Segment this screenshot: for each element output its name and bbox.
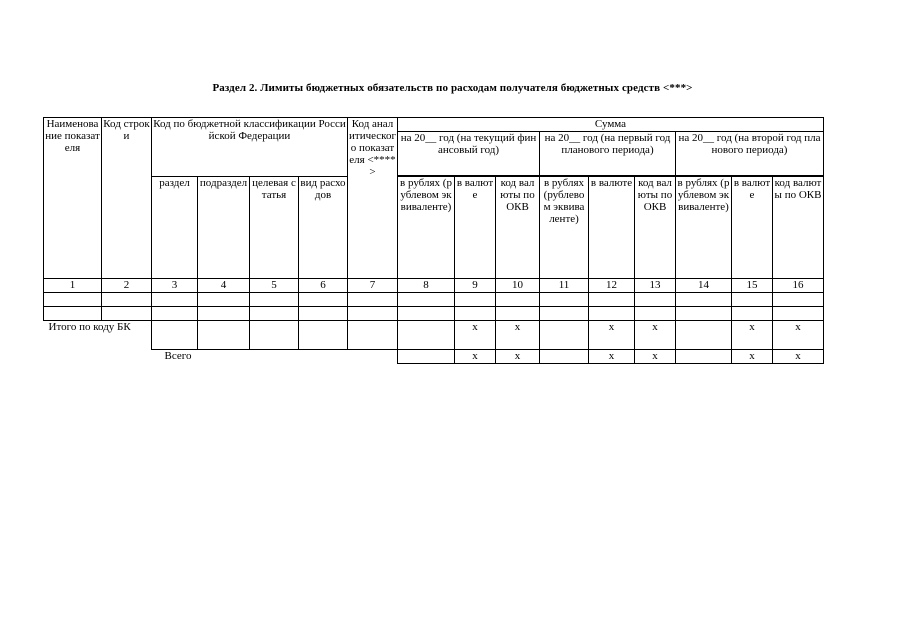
- col-num: 5: [250, 279, 299, 293]
- col-num: 4: [198, 279, 250, 293]
- col-num: 8: [398, 279, 455, 293]
- header-rub-2: в рублях (рублевом эквиваленте): [540, 177, 589, 279]
- table-row: [44, 307, 824, 321]
- header-currency-2: в валюте: [589, 177, 635, 279]
- col-num: 2: [102, 279, 152, 293]
- header-year-second: на 20__ год (на второй год планового периода): [676, 132, 824, 176]
- col-num: 15: [732, 279, 773, 293]
- header-analytic: Код аналитического показателя <****>: [348, 118, 398, 279]
- table-row: [44, 293, 824, 307]
- col-num: 14: [676, 279, 732, 293]
- x-mark: x: [773, 350, 824, 364]
- col-num: 11: [540, 279, 589, 293]
- col-num: 16: [773, 279, 824, 293]
- header-year-first: на 20__ год (на первый год планового периода): [540, 132, 676, 176]
- vsego-row: [44, 350, 824, 364]
- header-rub-1: в рублях (рублевом эквиваленте): [398, 177, 455, 279]
- x-mark: x: [635, 321, 676, 350]
- x-mark: x: [455, 321, 496, 350]
- x-mark: x: [496, 350, 540, 364]
- col-num: 7: [348, 279, 398, 293]
- header-rub-3: в рублях (рублевом эквиваленте): [676, 177, 732, 279]
- column-number-row: [44, 279, 824, 293]
- header-okv-2: код валюты по ОКВ: [635, 177, 676, 279]
- section-title: Раздел 2. Лимиты бюджетных обязательств по расходам получателя бюджетных средств <***>: [212, 82, 693, 94]
- x-mark: x: [455, 350, 496, 364]
- header-currency-3: в валюте: [732, 177, 773, 279]
- itogo-row: [44, 321, 824, 350]
- col-num: 3: [152, 279, 198, 293]
- x-mark: x: [635, 350, 676, 364]
- x-mark: x: [773, 321, 824, 350]
- x-mark: x: [589, 350, 635, 364]
- x-mark: x: [496, 321, 540, 350]
- header-line-code: Код строки: [102, 118, 152, 279]
- header-currency-1: в валюте: [455, 177, 496, 279]
- x-mark: x: [589, 321, 635, 350]
- header-okv-3: код валюты по ОКВ: [773, 177, 824, 279]
- x-mark: x: [732, 321, 773, 350]
- x-mark: x: [732, 350, 773, 364]
- header-expense-type: вид расходов: [299, 177, 348, 279]
- header-okv-1: код валюты по ОКВ: [496, 177, 540, 279]
- itogo-label: Итого по коду БК: [44, 321, 152, 350]
- limits-table: [43, 117, 824, 364]
- vsego-label: Всего: [164, 350, 192, 362]
- header-razdel: раздел: [152, 177, 198, 279]
- header-podrazdel: подраздел: [198, 177, 250, 279]
- header-name: Наименование показателя: [44, 118, 102, 279]
- col-num: 9: [455, 279, 496, 293]
- col-num: 10: [496, 279, 540, 293]
- col-num: 1: [44, 279, 102, 293]
- header-target: целевая статья: [250, 177, 299, 279]
- col-num: 6: [299, 279, 348, 293]
- header-bk-code: Код по бюджетной классификации Российской Федерации: [152, 118, 348, 177]
- header-sum: Сумма: [398, 118, 824, 132]
- col-num: 12: [589, 279, 635, 293]
- col-num: 13: [635, 279, 676, 293]
- header-year-current: на 20__ год (на текущий финансовый год): [398, 132, 540, 176]
